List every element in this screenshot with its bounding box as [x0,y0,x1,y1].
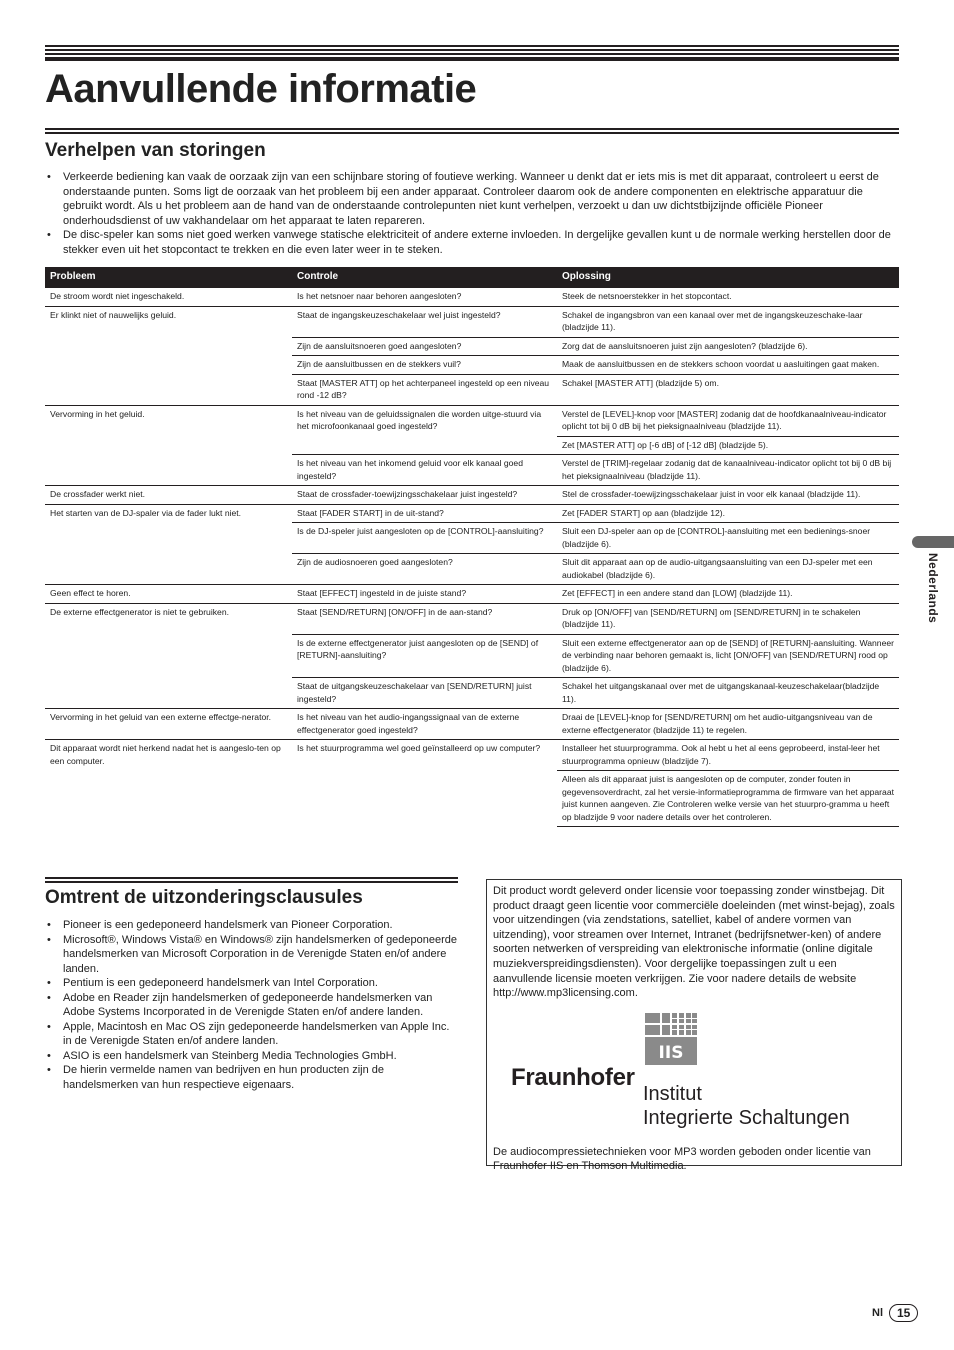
cell-solution: Zet [EFFECT] in een andere stand dan [LOW] (bladzijde 11). [557,585,899,604]
side-language-label: Nederlands [926,553,940,624]
cell-check: Staat de ingangskeuzeschakelaar wel juist ingesteld? [292,306,557,337]
col-controle: Controle [292,267,557,288]
exception-item: • Adobe en Reader zijn handelsmerken of gedeponeerde handelsmerken van Adobe Systems Incorporated in de Verenigde Staten en/of andere landen. [45,991,458,1020]
fraunhofer-name: Fraunhofer [511,1063,635,1091]
table-row [45,709,899,740]
cell-solution: Alleen als dit apparaat juist is aangesloten op de computer, zonder fouten in gegevensoverdracht, zal het versie-informatieprogramma de firmware van het apparaat juist kunnen aangeven. Zie Controleren welke versie van het stuurpro-gramma u heeft op bladzijde 9 voor nadere details over het controleren. [557,771,899,827]
cell-solution: Druk op [ON/OFF] van [SEND/RETURN] om [SEND/RETURN] in te schakelen (bladzijde 11). [557,603,899,634]
table-row [45,486,899,505]
cell-problem: De externe effectgenerator is niet te gebruiken. [45,603,292,709]
cell-solution: Sluit dit apparaat aan op de audio-uitgangsaansluiting van een DJ-speler met een audiokabel (bladzijde 6). [557,554,899,585]
cell-check: Staat [FADER START] in de uit-stand? [292,504,557,523]
iis-mark-text: IIS [658,1042,684,1063]
cell-check: Staat de uitgangskeuzeschakelaar van [SEND/RETURN] juist ingesteld? [292,678,557,709]
license-footer: De audiocompressietechnieken voor MP3 worden geboden onder licentie van Fraunhofer IIS en Thomson Multimedia. [493,1145,871,1173]
cell-solution: Schakel de ingangsbron van een kanaal over met de ingangskeuzeschake-laar (bladzijde 11). [557,306,899,337]
fraunhofer-line1: Institut [643,1082,702,1105]
intro-item: • De disc-speler kan soms niet goed werken vanwege statische elektriciteit of andere externe invloeden. In dergelijke gevallen kunt u de normale werking herstellen door de stekker even uit het stopcontact te trekken en die even later weer in te steken. [45,228,899,257]
table-row [45,585,899,604]
page-footer [872,1304,918,1322]
exceptions-rule [45,877,458,883]
cell-solution: Zet [MASTER ATT] op [-6 dB] of [-12 dB] (bladzijde 5). [557,436,899,455]
exception-item: • Pioneer is een gedeponeerd handelsmerk van Pioneer Corporation. [45,918,458,933]
cell-solution: Zorg dat de aansluitsnoeren juist zijn aangesloten? (bladzijde 6). [557,337,899,356]
intro-item: • Verkeerde bediening kan vaak de oorzaak zijn van een schijnbare storing of foutieve werking. Wanneer u denkt dat er iets mis is met dit apparaat, controleert u eerst de onderstaande punten. Soms ligt de oorzaak van het probleem bij een ander apparaat. Controleer daarom ook de andere componenten en elektrische apparatuur die gebruikt wordt. Als u het probleem aan de hand van de onderstaande controlepunten niet kunt verhelpen, verzoekt u dan uw dichtstbijzijnde officiële Pioneer onderhoudsdienst of uw vakhandelaar om het apparaat te laten repareren. [45,170,899,228]
cell-problem: Dit apparaat wordt niet herkend nadat het is aangeslo-ten op een computer. [45,740,292,827]
troubleshooting-table [45,267,899,827]
cell-check: Staat [EFFECT] ingesteld in de juiste stand? [292,585,557,604]
page-lang: Nl [872,1307,883,1319]
cell-solution: Verstel de [LEVEL]-knop voor [MASTER] zodanig dat de hoofdkanaalniveau-indicator oplicht tot bij 0 dB bij het pieksignaalniveau (bladzijde 11). [557,405,899,436]
troubleshooting-intro [45,170,899,257]
mp3-license-box [486,879,902,1173]
table-row [45,306,899,337]
cell-check: Is het stuurprogramma wel goed geïnstalleerd op uw computer? [292,740,557,827]
cell-solution: Stel de crossfader-toewijzingsschakelaar juist in voor elk kanaal (bladzijde 11). [557,486,899,505]
exception-item: • De hierin vermelde namen van bedrijven en hun producten zijn de handelsmerken van hun respectieve eigenaars. [45,1063,458,1092]
cell-check: Staat [MASTER ATT] op het achterpaneel ingesteld op een niveau rond -12 dB? [292,374,557,405]
exceptions-list [45,918,458,1092]
troubleshooting-heading: Verhelpen van storingen [45,140,266,161]
page-title: Aanvullende informatie [45,67,477,111]
table-row [45,603,899,634]
table-row [45,288,899,307]
exceptions-heading: Omtrent de uitzonderingsclausules [45,887,363,908]
table-row [45,405,899,436]
title-rule-top [45,45,899,61]
page-number: 15 [889,1304,918,1322]
cell-check: Zijn de aansluitsnoeren goed aangesloten? [292,337,557,356]
license-text: Dit product wordt geleverd onder licensie voor toepassing zonder winstbejag. Dit product draagt geen licentie voor commerciële doeleinden (met winst-bejag), zoals voor uitzendingen (via zendstations, satelliet, kabel of andere vormen van uitzending), voor streamen over Internet, Intranet (bedrijfsnetwer-ken) of andere soorten netwerken of verspreiding van elektronische informatie (online digitale muziekverspreidingsdiensten). Voor dergelijke toepassingen zult u een aanvullende licensie moeten verkrijgen. Zie voor nadere details de website http://www.mp3licensing.com. [493,885,895,1000]
exception-item: • Microsoft®, Windows Vista® en Windows® zijn handelsmerken of gedeponeerde handelsmerken van Microsoft Corporation in de Verenigde Staten en/of andere landen. [45,933,458,977]
cell-solution: Maak de aansluitbussen en de stekkers schoon voordat u aasluitingen gaat maken. [557,356,899,375]
fraunhofer-logo [493,1007,895,1145]
cell-check: Staat [SEND/RETURN] [ON/OFF] in de aan-stand? [292,603,557,634]
table-header [45,267,899,288]
cell-solution: Sluit een DJ-speler aan op de [CONTROL]-aansluiting met een bedienings-snoer (bladzijde 6). [557,523,899,554]
side-tab-marker [912,536,954,548]
col-oplossing: Oplossing [557,267,899,288]
cell-solution: Draai de [LEVEL]-knop for [SEND/RETURN] om het audio-uitgangsniveau van de externe effectgenerator (bladzijde 11) te regelen. [557,709,899,740]
cell-check: Staat de crossfader-toewijzingsschakelaar juist ingesteld? [292,486,557,505]
cell-check: Is de externe effectgenerator juist aangesloten op de [SEND] of [RETURN]-aansluiting? [292,634,557,678]
cell-solution: Verstel de [TRIM]-regelaar zodanig dat de kanaalniveau-indicator oplicht tot bij 0 dB bij het pieksignaalniveau (bladzijde 11). [557,455,899,486]
cell-solution: Sluit een externe effectgenerator aan op de [SEND] of [RETURN]-aansluiting. Wanneer de verbinding naar behoren gemaakt is, licht [ON/OFF] van [SEND/RETURN] rood op (bladzijde 6). [557,634,899,678]
exception-item: • Apple, Macintosh en Mac OS zijn gedeponeerde handelsmerken van Apple Inc. in de Verenigde Staten en/of andere landen. [45,1020,458,1049]
cell-check: Zijn de audiosnoeren goed aangesloten? [292,554,557,585]
cell-solution: Schakel [MASTER ATT] (bladzijde 5) om. [557,374,899,405]
cell-problem: Er klinkt niet of nauwelijks geluid. [45,306,292,405]
cell-check: Is het niveau van de geluidssignalen die worden uitge-stuurd via het microfoonkanaal goed ingesteld? [292,405,557,455]
cell-solution: Schakel het uitgangskanaal over met de uitgangskanaal-keuzeschakelaar(bladzijde 11). [557,678,899,709]
cell-problem: Geen effect te horen. [45,585,292,604]
table-row [45,504,899,523]
table-row [45,740,899,771]
cell-check: Is het niveau van het audio-ingangssignaal van de externe effectgenerator goed ingesteld? [292,709,557,740]
cell-problem: De crossfader werkt niet. [45,486,292,505]
cell-check: Is de DJ-speler juist aangesloten op de [CONTROL]-aansluiting? [292,523,557,554]
cell-problem: De stroom wordt niet ingeschakeld. [45,288,292,307]
cell-check: Zijn de aansluitbussen en de stekkers vuil? [292,356,557,375]
cell-solution: Zet [FADER START] op aan (bladzijde 12). [557,504,899,523]
cell-problem: Vervorming in het geluid van een externe effectge-nerator. [45,709,292,740]
col-probleem: Probleem [45,267,292,288]
cell-check: Is het niveau van het inkomend geluid voor elk kanaal goed ingesteld? [292,455,557,486]
fraunhofer-line2: Integrierte Schaltungen [643,1106,850,1129]
cell-problem: Het starten van de DJ-spaler via de fader lukt niet. [45,504,292,585]
cell-solution: Installeer het stuurprogramma. Ook al hebt u het al eens geprobeerd, instal-leer het stuurprogramma opnieuw (bladzijde 7). [557,740,899,771]
exception-item: • Pentium is een gedeponeerd handelsmerk van Intel Corporation. [45,976,458,991]
cell-check: Is het netsnoer naar behoren aangesloten? [292,288,557,307]
iis-logo-icon [645,1013,697,1065]
cell-solution: Steek de netsnoerstekker in het stopcontact. [557,288,899,307]
section-rule [45,128,899,134]
exception-item: • ASIO is een handelsmerk van Steinberg Media Technologies GmbH. [45,1049,458,1064]
cell-problem: Vervorming in het geluid. [45,405,292,486]
